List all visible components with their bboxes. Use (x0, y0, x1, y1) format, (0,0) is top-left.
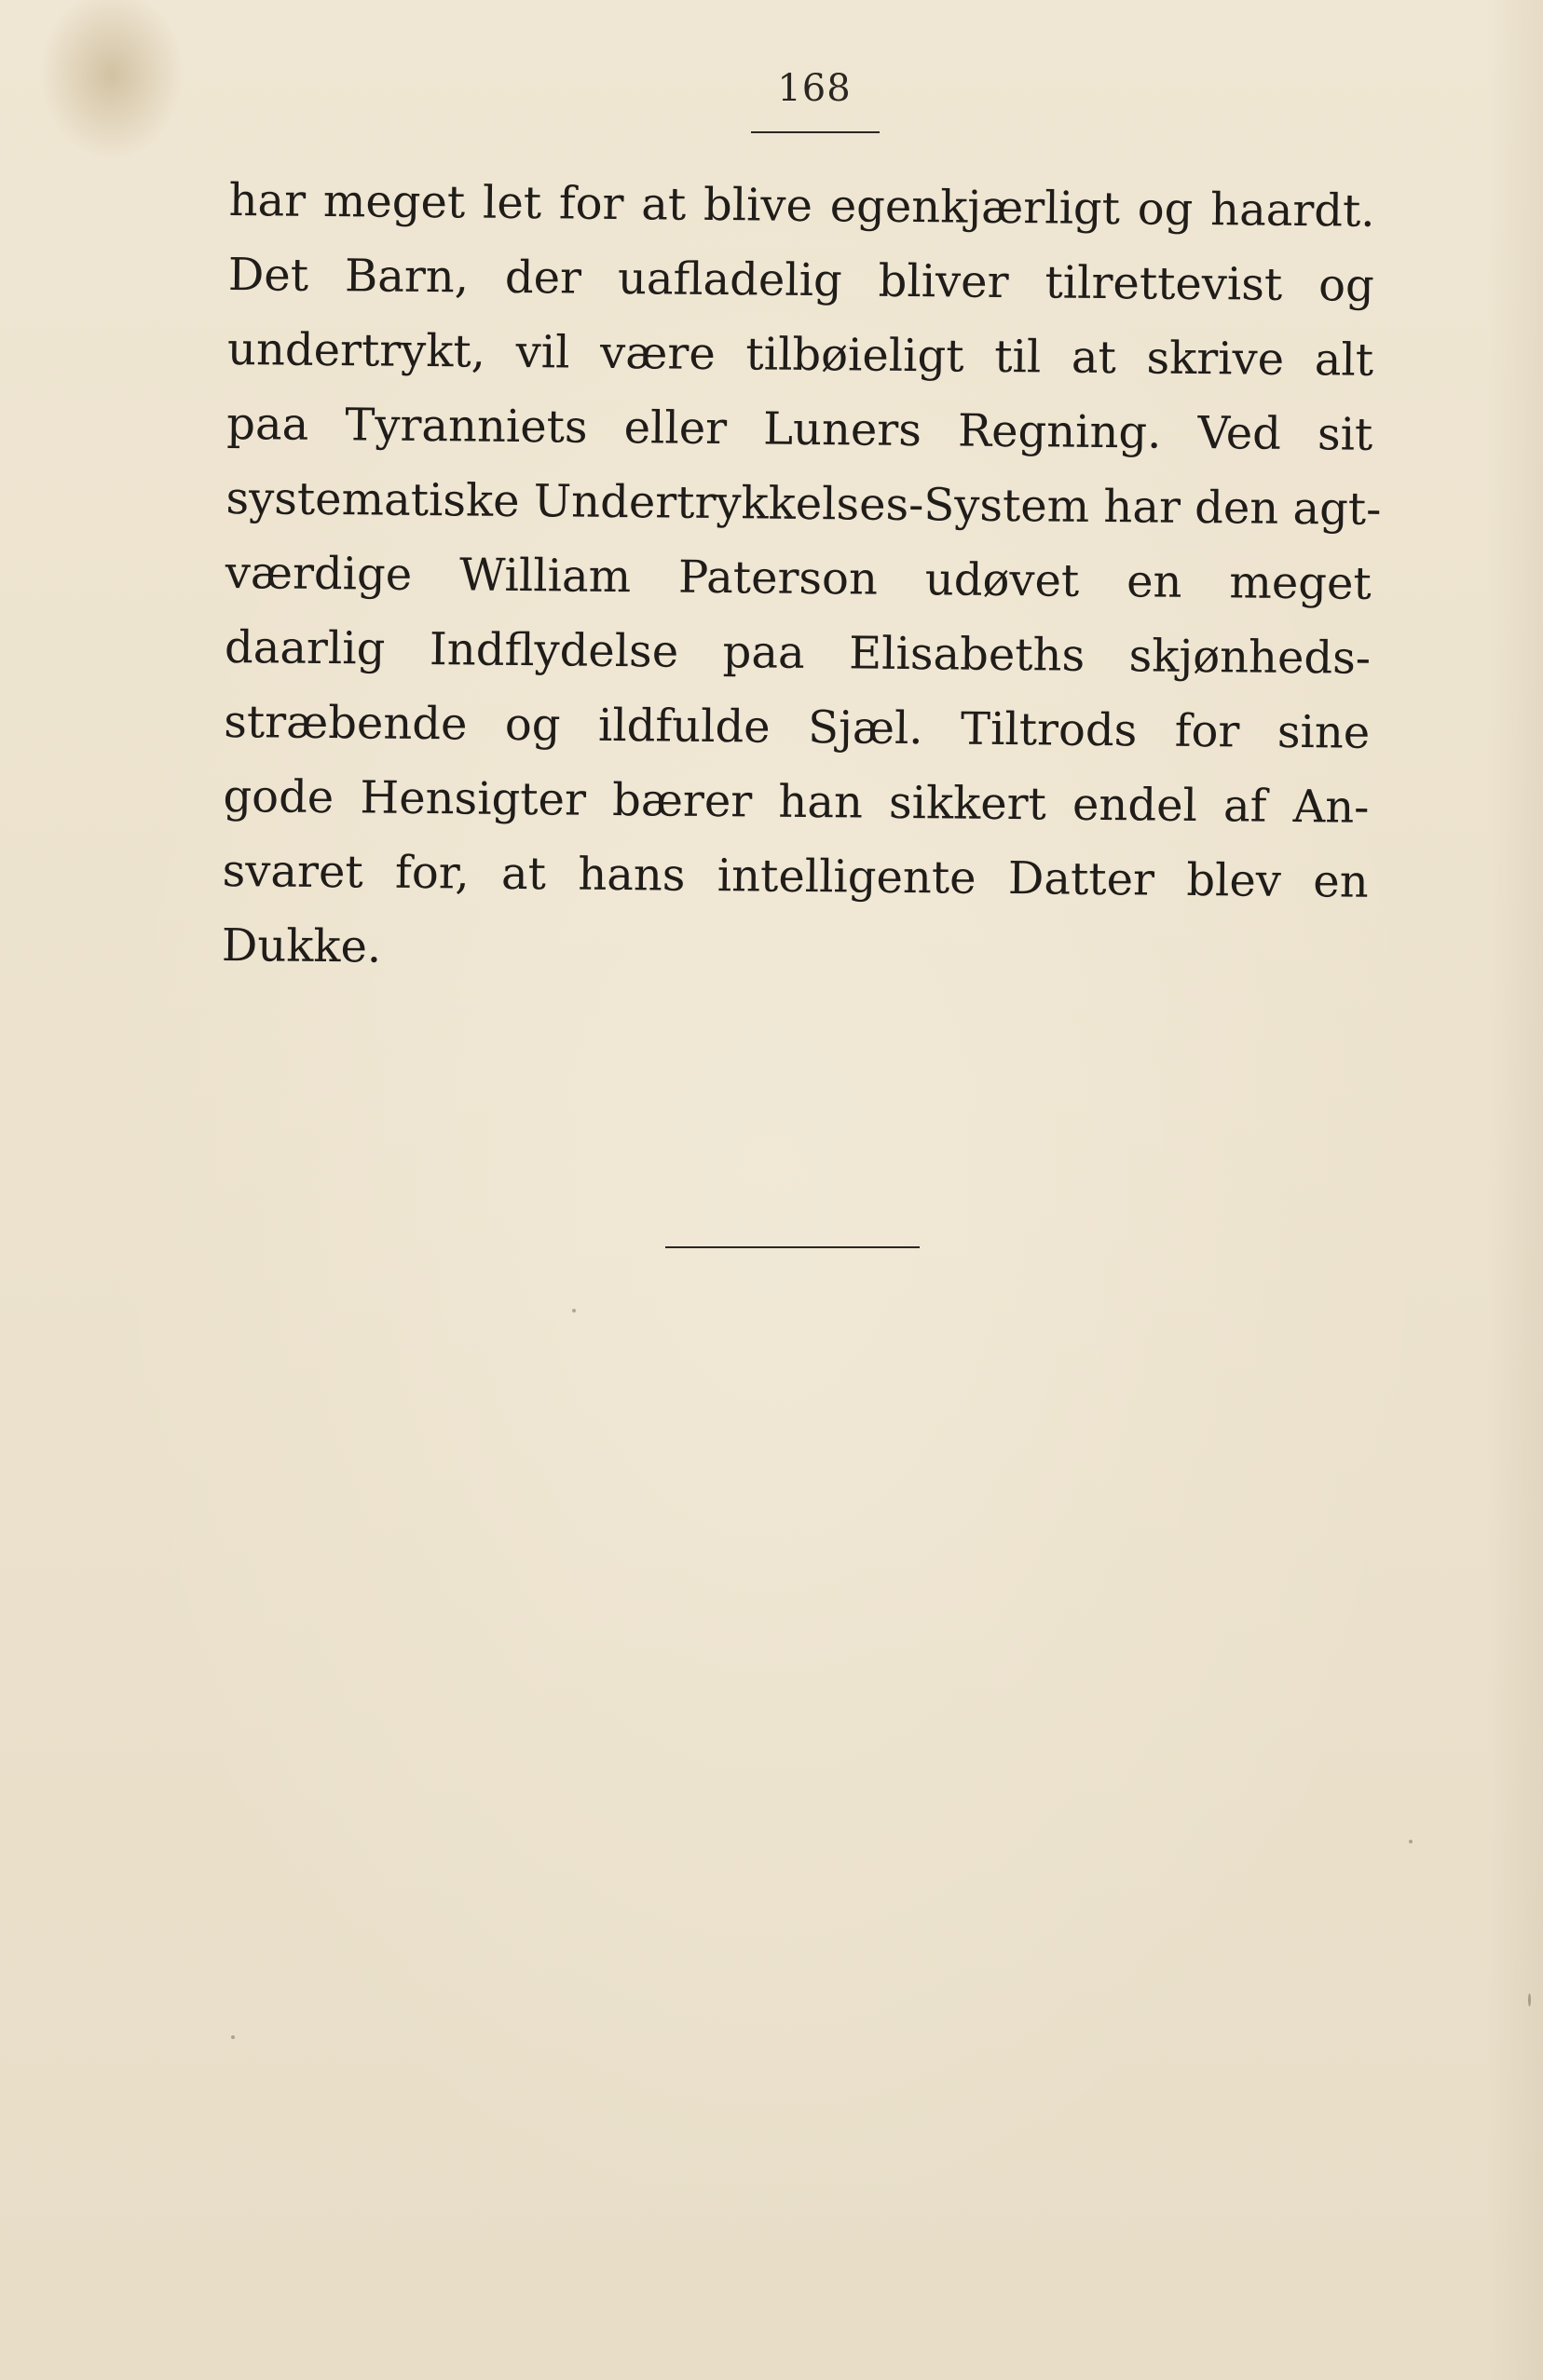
text-line: Dukke. (221, 918, 382, 973)
body-text (221, 163, 1382, 994)
text-line: undertrykt, vil være tilbøieligt til at skrive alt (226, 322, 1374, 387)
page-edge-shadow (1487, 0, 1543, 2380)
page-number: 168 (777, 67, 852, 110)
paper-speck (1528, 1993, 1531, 2006)
text-line: daarlig Indflydelse paa Elisabeths skjønheds- (224, 620, 1372, 685)
text-line: stræbende og ildfulde Sjæl. Tiltrods for sine (223, 695, 1371, 759)
paper-speck (1409, 1840, 1413, 1843)
text-line: værdige William Paterson udøvet en meget (225, 546, 1372, 610)
text-line: gode Hensigter bærer han sikkert endel af An- (223, 769, 1370, 834)
text-line: Det Barn, der uafladelig bliver tilrettevist og (227, 248, 1375, 312)
section-end-rule (665, 1246, 920, 1248)
text-line: svaret for, at hans intelligente Datter blev en (222, 844, 1369, 908)
text-line: systematiske Undertrykkelses-System har den agt- (225, 471, 1382, 536)
text-line: har meget let for at blive egenkjærligt og haardt. (228, 173, 1375, 238)
paper-speck (231, 2035, 235, 2039)
text-line: paa Tyranniets eller Luners Regning. Ved sit (226, 397, 1373, 461)
page-number-rule (751, 131, 880, 133)
paper-speck (572, 1309, 576, 1312)
